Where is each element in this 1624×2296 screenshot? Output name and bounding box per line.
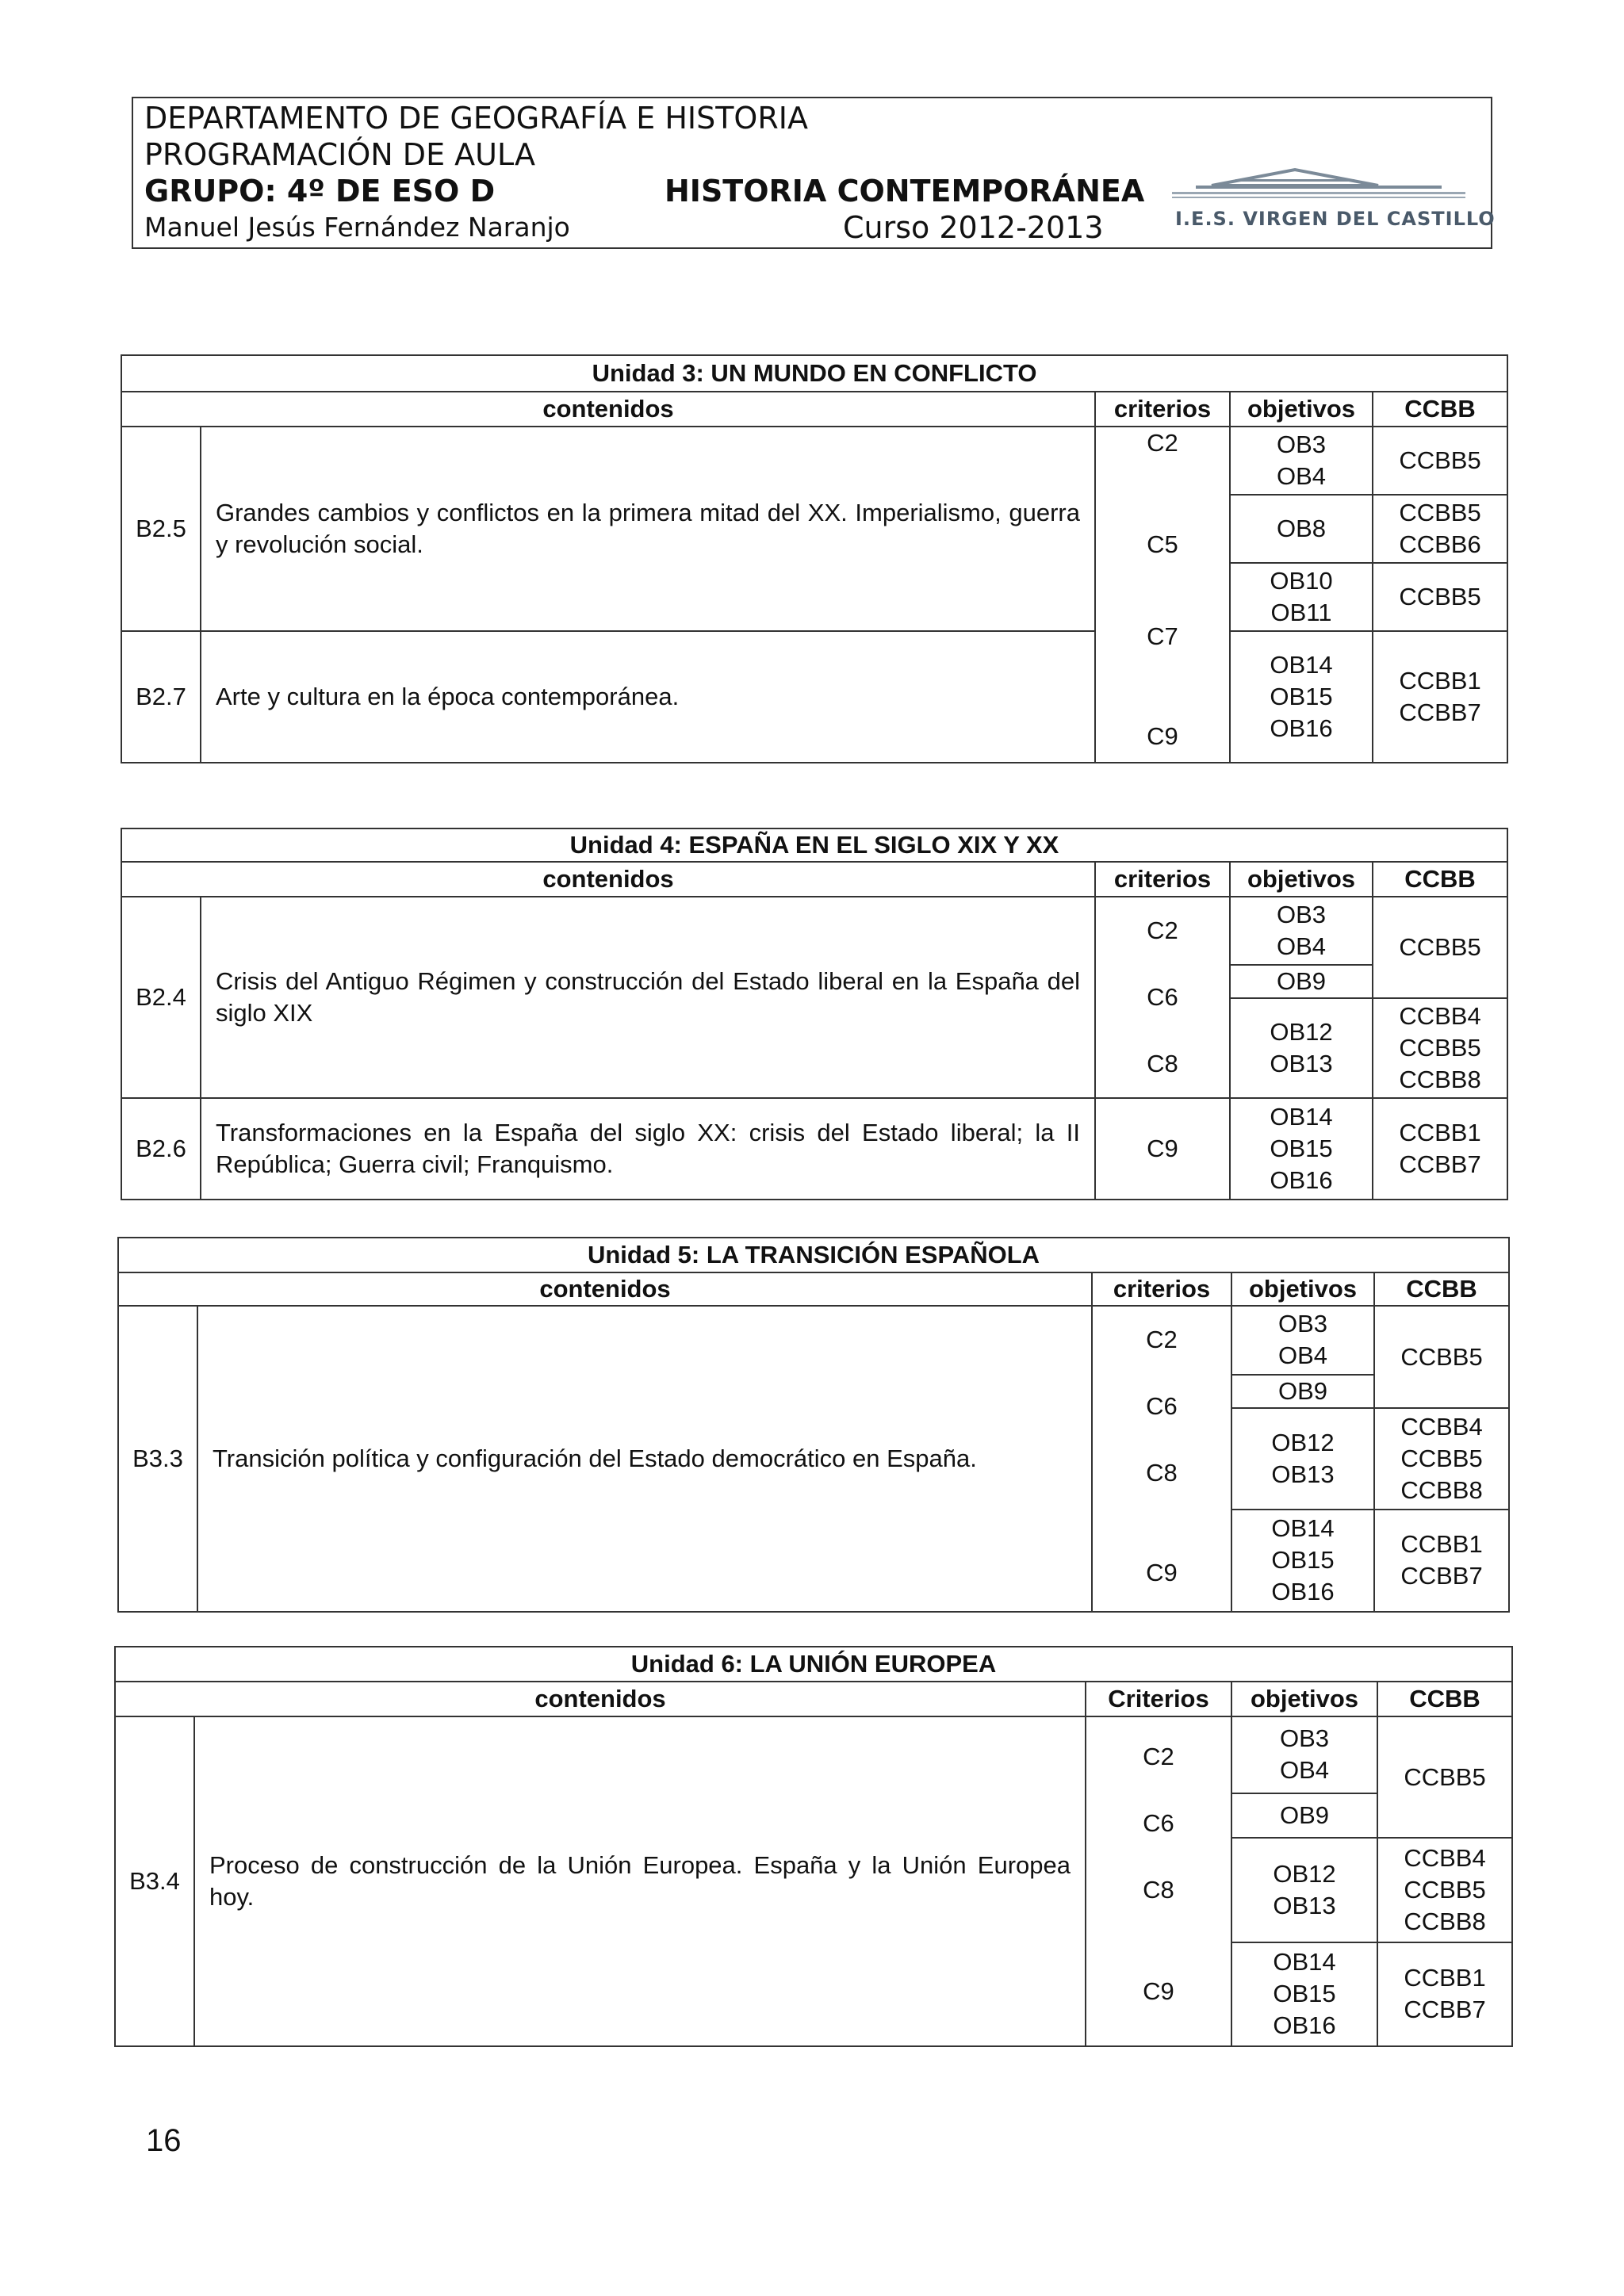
content-description: Transformaciones en la España del siglo XX: crisis del Estado liberal; la II República; Guerra civil; Franquismo.: [201, 1098, 1095, 1200]
ccbb-cell: CCBB4 CCBB5 CCBB8: [1374, 1408, 1509, 1509]
content-code: B2.7: [121, 631, 201, 763]
content-description: Transición política y configuración del Estado democrático en España.: [197, 1306, 1092, 1612]
objetivos-cell: OB10 OB11: [1230, 563, 1373, 631]
objetivos-cell: OB3 OB4: [1230, 897, 1373, 965]
content-code: B2.4: [121, 897, 201, 1098]
program-title: PROGRAMACIÓN DE AULA: [144, 137, 535, 172]
course-year: Curso 2012-2013: [843, 210, 1104, 245]
ccbb-cell: CCBB1 CCBB7: [1373, 631, 1507, 763]
criterio-item: C9: [1143, 1977, 1174, 2005]
criterio-item: C6: [1146, 1392, 1178, 1420]
criterio-item: C2: [1143, 1743, 1174, 1770]
unit-table-4: [121, 828, 1508, 1200]
objetivos-cell: OB12 OB13: [1231, 1408, 1374, 1509]
ccbb-cell: CCBB1 CCBB7: [1373, 1098, 1507, 1200]
ccbb-cell: CCBB5: [1373, 563, 1507, 631]
criterio-item: C2: [1146, 1326, 1178, 1353]
unit-title: Unidad 4: ESPAÑA EN EL SIGLO XIX Y XX: [121, 828, 1507, 862]
objetivos-cell: OB8: [1230, 495, 1373, 563]
ccbb-cell: CCBB5: [1373, 427, 1507, 495]
content-code: B2.5: [121, 427, 201, 631]
ccbb-cell: CCBB4 CCBB5 CCBB8: [1373, 998, 1507, 1098]
author-name: Manuel Jesús Fernández Naranjo: [144, 212, 570, 243]
objetivos-cell: OB14 OB15 OB16: [1231, 1942, 1377, 2046]
unit-table-3: [121, 354, 1508, 763]
criterio-item: C9: [1147, 722, 1178, 750]
unit-title: Unidad 6: LA UNIÓN EUROPEA: [115, 1647, 1512, 1682]
header-objetivos: objetivos: [1231, 1682, 1377, 1716]
header-contenidos: contenidos: [121, 392, 1095, 427]
page-number: 16: [146, 2123, 182, 2158]
objetivos-cell: OB14 OB15 OB16: [1231, 1510, 1374, 1612]
school-logo-text: I.E.S. VIRGEN DEL CASTILLO: [1175, 208, 1496, 230]
objetivos-cell: OB3 OB4: [1231, 1716, 1377, 1793]
unit-title: Unidad 3: UN MUNDO EN CONFLICTO: [121, 355, 1507, 392]
criterio-item: C8: [1146, 1459, 1178, 1487]
content-code: B3.3: [118, 1306, 197, 1612]
criterio-item: C6: [1147, 983, 1178, 1011]
criterio-item: C2: [1147, 429, 1178, 457]
criterio-item: C5: [1147, 530, 1178, 558]
ccbb-cell: CCBB4 CCBB5 CCBB8: [1377, 1838, 1512, 1942]
objetivos-cell: OB12 OB13: [1231, 1838, 1377, 1942]
header-criterios: criterios: [1092, 1272, 1231, 1306]
objetivos-cell: OB9: [1231, 1375, 1374, 1408]
content-description: Crisis del Antiguo Régimen y construcción del Estado liberal en la España del siglo XIX: [201, 897, 1095, 1098]
header-contenidos: contenidos: [118, 1272, 1092, 1306]
criterios-cell: [1086, 1716, 1231, 2046]
unit-table-6: [114, 1646, 1513, 2047]
header-ccbb: CCBB: [1373, 862, 1507, 897]
group-label: GRUPO: 4º DE ESO D: [144, 174, 496, 209]
header-objetivos: objetivos: [1231, 1272, 1374, 1306]
unit-table-5: [117, 1237, 1510, 1613]
ccbb-cell: CCBB5: [1377, 1716, 1512, 1838]
ccbb-cell: CCBB5: [1373, 897, 1507, 998]
header-ccbb: CCBB: [1373, 392, 1507, 427]
header-contenidos: contenidos: [115, 1682, 1086, 1716]
unit-title: Unidad 5: LA TRANSICIÓN ESPAÑOLA: [118, 1238, 1509, 1272]
criterio-item: C8: [1143, 1876, 1174, 1904]
objetivos-cell: OB3 OB4: [1230, 427, 1373, 495]
objetivos-cell: OB3 OB4: [1231, 1306, 1374, 1375]
content-description: Grandes cambios y conflictos en la primera mitad del XX. Imperialismo, guerra y revolución social.: [201, 427, 1095, 631]
criterio-item: C2: [1147, 916, 1178, 944]
objetivos-cell: OB9: [1231, 1793, 1377, 1839]
objetivos-cell: OB14 OB15 OB16: [1230, 1098, 1373, 1200]
ccbb-cell: CCBB1 CCBB7: [1377, 1942, 1512, 2046]
content-description: Proceso de construcción de la Unión Europea. España y la Unión Europea hoy.: [194, 1716, 1086, 2046]
criterios-cell: [1095, 427, 1230, 763]
ccbb-cell: CCBB5: [1374, 1306, 1509, 1408]
header-criterios: Criterios: [1086, 1682, 1231, 1716]
ccbb-cell: CCBB1 CCBB7: [1374, 1510, 1509, 1612]
subject-title: HISTORIA CONTEMPORÁNEA: [665, 174, 1145, 209]
header-ccbb: CCBB: [1374, 1272, 1509, 1306]
criterios-cell: [1092, 1306, 1231, 1612]
objetivos-cell: OB14 OB15 OB16: [1230, 631, 1373, 763]
ccbb-cell: CCBB5 CCBB6: [1373, 495, 1507, 563]
objetivos-cell: OB9: [1230, 965, 1373, 998]
content-code: B3.4: [115, 1716, 194, 2046]
document-header: [132, 97, 1496, 249]
criterio-item: C8: [1147, 1050, 1178, 1077]
header-contenidos: contenidos: [121, 862, 1095, 897]
objetivos-cell: OB12 OB13: [1230, 998, 1373, 1098]
criterio-item: C7: [1147, 622, 1178, 650]
criterios-cell: [1095, 897, 1230, 1098]
header-criterios: criterios: [1095, 392, 1230, 427]
header-objetivos: objetivos: [1230, 862, 1373, 897]
header-ccbb: CCBB: [1377, 1682, 1512, 1716]
content-description: Arte y cultura en la época contemporánea.: [201, 631, 1095, 763]
header-criterios: criterios: [1095, 862, 1230, 897]
department-title: DEPARTAMENTO DE GEOGRAFÍA E HISTORIA: [144, 101, 808, 136]
content-code: B2.6: [121, 1098, 201, 1200]
criterio-item: C9: [1146, 1559, 1178, 1586]
criterio-item: C9: [1095, 1098, 1230, 1200]
header-objetivos: objetivos: [1230, 392, 1373, 427]
criterio-item: C6: [1143, 1809, 1174, 1837]
